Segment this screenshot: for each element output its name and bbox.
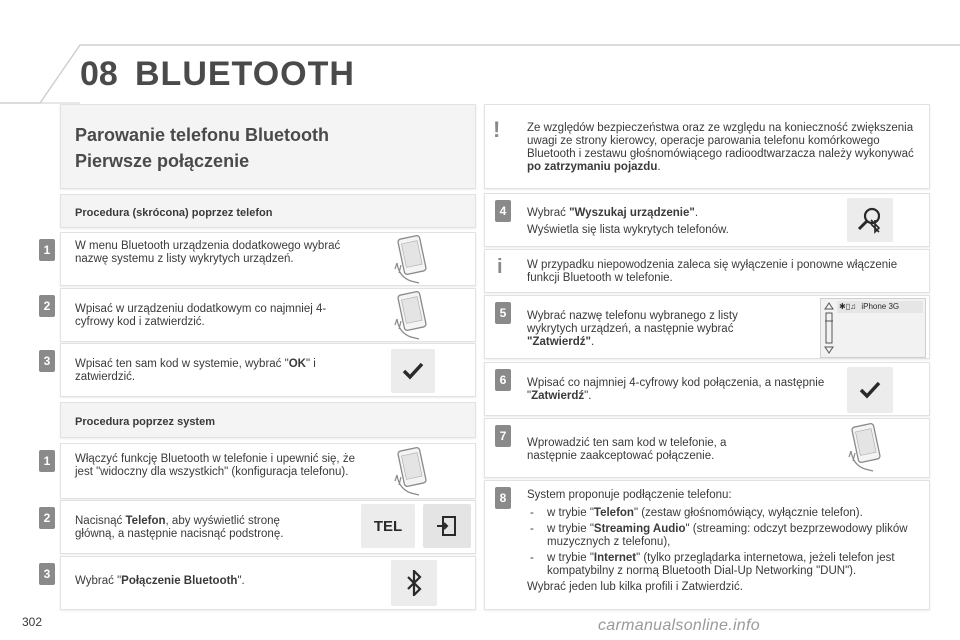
watermark: carmanualsonline.info	[598, 617, 760, 634]
left-step-3	[43, 343, 476, 397]
tel-label: TEL	[373, 517, 403, 535]
device-status-icons: ✱▯♫	[839, 302, 857, 311]
section-title-panel	[60, 104, 476, 189]
step-number: 8	[495, 487, 511, 509]
step-number: 7	[495, 425, 511, 447]
procedure-system-header	[60, 402, 476, 438]
step-number: 4	[495, 200, 511, 222]
step-5	[484, 295, 930, 359]
procedure-system-title: Procedura poprzez system	[75, 416, 215, 428]
smartphone-icon	[843, 423, 891, 478]
step-8-content	[527, 489, 922, 594]
bluetooth-search-icon	[847, 198, 893, 242]
chapter-number: 08	[80, 55, 118, 93]
warning-icon: !	[493, 117, 501, 142]
checkmark-icon	[847, 367, 893, 413]
submenu-arrow-icon	[423, 504, 471, 548]
step-number: 2	[39, 507, 55, 529]
step-6	[484, 362, 930, 416]
system-step-2	[43, 500, 476, 554]
step-text: Wpisać w urządzeniu dodatkowym co najmniej 4-cyfrowy kod i zatwierdzić.	[75, 303, 327, 328]
checkmark-icon	[391, 349, 435, 393]
step-4	[484, 193, 930, 247]
smartphone-icon	[389, 447, 437, 502]
info-panel	[484, 249, 930, 293]
section-title-line2: Pierwsze połączenie	[75, 151, 250, 171]
profile-list	[527, 507, 922, 578]
step-text: W menu Bluetooth urządzenia dodatkowego wybrać nazwę systemu z listy wykrytych urządzeń.	[75, 240, 341, 265]
step-text: Wprowadzić ten sam kod w telefonie, a następnie zaakceptować połączenie.	[527, 437, 727, 462]
step-text: Wybrać "Wyszukaj urządzenie".	[527, 207, 699, 219]
step-8	[484, 480, 930, 610]
tel-button-icon	[361, 504, 415, 548]
smartphone-icon	[389, 291, 437, 346]
step-number: 3	[39, 350, 55, 372]
step-text: Włączyć funkcję Bluetooth w telefonie i upewnić się, że jest "widoczny dla wszystkich" (konfiguracja telefonu).	[75, 453, 355, 478]
system-step-3	[43, 556, 476, 610]
procedure-phone-title: Procedura (skrócona) poprzez telefon	[75, 207, 273, 219]
left-step-2	[43, 288, 476, 342]
smartphone-icon	[389, 235, 437, 290]
step-text: Nacisnąć Telefon, aby wyświetlić stronę główną, a następnie nacisnąć podstronę.	[75, 515, 284, 540]
profile-item-internet: - w trybie "Internet" (tylko przeglądarka internetowa, jeżeli telefon jest kompatybilny z normą Bluetooth Dial-Up Networking "DUN").	[530, 552, 895, 577]
step-number: 5	[495, 302, 511, 324]
device-list-screen	[820, 298, 926, 358]
step-text-line2: Wyświetla się lista wykrytych telefonów.	[527, 224, 729, 236]
bluetooth-icon	[391, 560, 437, 606]
chapter-title: BLUETOOTH	[135, 55, 355, 93]
step-number: 3	[39, 563, 55, 585]
profile-item-streaming: - w trybie "Streaming Audio" (streaming: odczyt bezprzewodowy plików muzycznych z telefonu),	[530, 523, 908, 548]
procedure-phone-header	[60, 194, 476, 228]
step-8-outro: Wybrać jeden lub kilka profili i Zatwierdzić.	[527, 581, 743, 593]
step-7	[484, 418, 930, 478]
safety-warning-panel	[484, 104, 930, 189]
step-text: Wybrać "Połączenie Bluetooth".	[75, 575, 245, 587]
warning-text: Ze względów bezpieczeństwa oraz ze względu na konieczność zwiększenia uwagi ze strony kierowcy, operacje parowania telefonu komórkowego Bluetooth i zestawu głośnomówiącego radioodtwarzacza należy wykonywać po zatrzymaniu pojazdu.	[527, 122, 914, 173]
profile-item-telefon: - w trybie "Telefon" (zestaw głośnomówiący, wyłącznie telefon).	[530, 507, 863, 519]
step-number: 2	[39, 295, 55, 317]
step-text: Wybrać nazwę telefonu wybranego z listy wykrytych urządzeń, a następnie wybrać "Zatwierdź".	[527, 310, 738, 348]
device-name: iPhone 3G	[861, 302, 900, 311]
step-text: Wpisać co najmniej 4-cyfrowy kod połączenia, a następnie "Zatwierdź".	[527, 377, 825, 402]
scrollbar	[823, 301, 835, 355]
step-number: 1	[39, 450, 55, 472]
info-icon: i	[497, 256, 503, 278]
left-step-1	[43, 232, 476, 286]
step-number: 1	[39, 239, 55, 261]
step-8-intro: System proponuje podłączenie telefonu:	[527, 489, 732, 501]
page-number: 302	[22, 615, 43, 629]
device-list-item[interactable]	[837, 301, 923, 313]
step-text: Wpisać ten sam kod w systemie, wybrać "OK" i zatwierdzić.	[75, 358, 316, 383]
step-number: 6	[495, 369, 511, 391]
info-text: W przypadku niepowodzenia zaleca się wyłączenie i ponowne włączenie funkcji Bluetooth w telefonie.	[527, 259, 898, 284]
section-title-line1: Parowanie telefonu Bluetooth	[75, 125, 330, 145]
system-step-1	[43, 443, 476, 499]
